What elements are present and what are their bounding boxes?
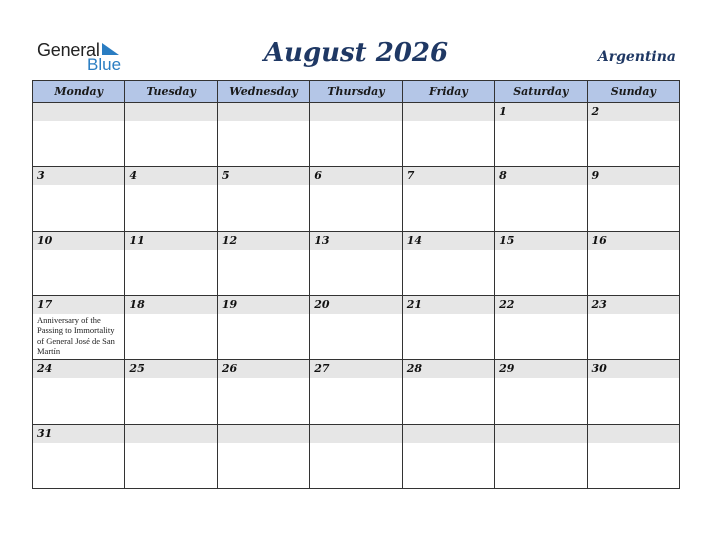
day-number: 28 [403, 360, 494, 378]
day-number [588, 425, 679, 443]
week-row [33, 103, 680, 167]
day-number: 25 [125, 360, 216, 378]
day-number: 31 [33, 425, 124, 443]
day-cell [310, 167, 402, 231]
country-label: Argentina [597, 49, 676, 65]
weekday-monday: Monday [33, 81, 125, 103]
weekday-wednesday: Wednesday [217, 81, 309, 103]
day-number: 29 [495, 360, 586, 378]
day-cell [587, 295, 679, 359]
day-cell [125, 231, 217, 295]
day-number: 11 [125, 232, 216, 250]
holiday-event: Anniversary of the Passing to Immortality of General José de San Martín [37, 314, 115, 357]
day-cell [33, 167, 125, 231]
day-number: 6 [310, 167, 401, 185]
day-cell [402, 295, 494, 359]
logo-blue-text: Blue [87, 55, 122, 74]
day-cell [402, 167, 494, 231]
day-cell [217, 231, 309, 295]
day-cell [587, 360, 679, 424]
day-cell [310, 424, 402, 488]
day-cell [495, 167, 587, 231]
day-cell [402, 360, 494, 424]
day-cell [310, 103, 402, 167]
day-number: 17 [33, 296, 124, 314]
day-cell [217, 167, 309, 231]
week-row [33, 424, 680, 488]
day-number: 8 [495, 167, 586, 185]
day-cell [125, 295, 217, 359]
day-number: 22 [495, 296, 586, 314]
logo-general-text: General [37, 40, 100, 60]
day-number: 24 [33, 360, 124, 378]
day-cell [587, 231, 679, 295]
day-cell [33, 231, 125, 295]
day-number [310, 425, 401, 443]
day-number [310, 103, 401, 121]
day-cell [310, 295, 402, 359]
day-cell [125, 167, 217, 231]
day-cell [33, 424, 125, 488]
weekday-thursday: Thursday [310, 81, 402, 103]
weekday-saturday: Saturday [495, 81, 587, 103]
week-row [33, 167, 680, 231]
day-number: 30 [588, 360, 679, 378]
day-number: 10 [33, 232, 124, 250]
day-number [33, 103, 124, 121]
day-cell [495, 103, 587, 167]
day-number [403, 425, 494, 443]
day-number [495, 425, 586, 443]
day-cell [587, 424, 679, 488]
day-number: 12 [218, 232, 309, 250]
day-number: 1 [495, 103, 586, 121]
day-number [218, 425, 309, 443]
day-cell [125, 360, 217, 424]
day-number: 27 [310, 360, 401, 378]
day-number [403, 103, 494, 121]
day-cell [587, 167, 679, 231]
day-cell [33, 360, 125, 424]
day-number: 2 [588, 103, 679, 121]
day-cell [125, 103, 217, 167]
day-cell [402, 103, 494, 167]
day-number: 14 [403, 232, 494, 250]
day-number: 16 [588, 232, 679, 250]
day-cell [33, 103, 125, 167]
week-row [33, 295, 680, 359]
day-cell [310, 231, 402, 295]
day-number: 5 [218, 167, 309, 185]
day-number: 3 [33, 167, 124, 185]
day-cell [217, 360, 309, 424]
day-cell [217, 295, 309, 359]
day-cell [495, 424, 587, 488]
day-number [125, 103, 216, 121]
weekday-header-row [33, 81, 680, 103]
day-number: 7 [403, 167, 494, 185]
day-cell [217, 103, 309, 167]
day-number: 23 [588, 296, 679, 314]
weekday-friday: Friday [402, 81, 494, 103]
day-cell [402, 424, 494, 488]
day-cell [402, 231, 494, 295]
day-number: 20 [310, 296, 401, 314]
week-row [33, 231, 680, 295]
weekday-tuesday: Tuesday [125, 81, 217, 103]
day-number: 13 [310, 232, 401, 250]
day-cell [33, 295, 125, 359]
calendar-title: August 2026 [263, 38, 449, 68]
day-cell [217, 424, 309, 488]
day-number [125, 425, 216, 443]
day-cell [495, 360, 587, 424]
day-cell [495, 295, 587, 359]
day-cell [587, 103, 679, 167]
day-number: 18 [125, 296, 216, 314]
day-number: 15 [495, 232, 586, 250]
day-number [218, 103, 309, 121]
day-number: 19 [218, 296, 309, 314]
calendar-grid [32, 80, 680, 489]
calendar-body [33, 103, 680, 489]
day-cell [125, 424, 217, 488]
day-cell [310, 360, 402, 424]
day-number: 9 [588, 167, 679, 185]
day-number: 26 [218, 360, 309, 378]
day-number: 21 [403, 296, 494, 314]
week-row [33, 360, 680, 424]
weekday-sunday: Sunday [587, 81, 679, 103]
day-cell [495, 231, 587, 295]
day-number: 4 [125, 167, 216, 185]
